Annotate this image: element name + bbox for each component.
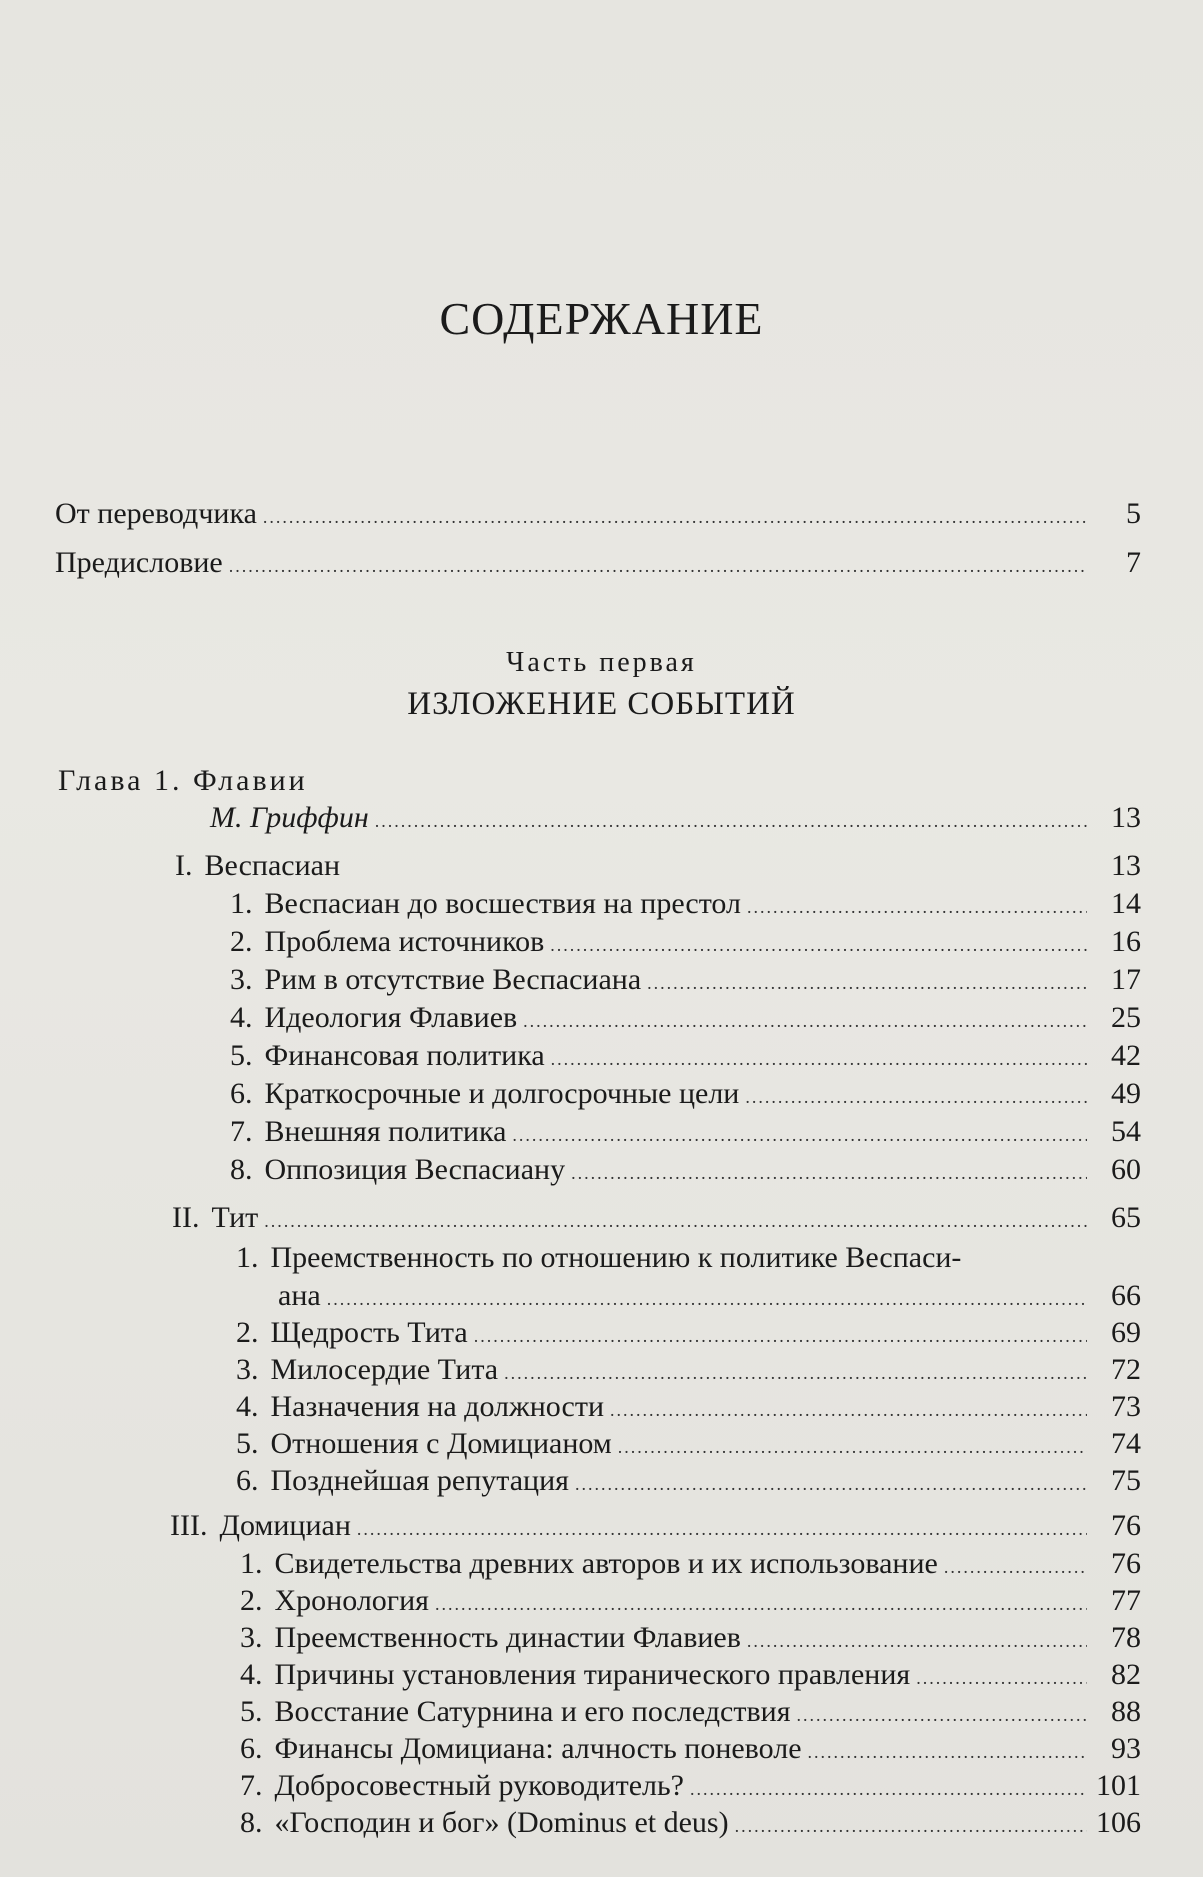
toc-entry-translator[interactable] <box>55 496 1141 535</box>
leader-dots <box>474 1318 1087 1354</box>
leader-dots <box>647 965 1087 1001</box>
item-label: Идеология Флавиев <box>264 1001 518 1034</box>
item-number: 4. <box>230 1001 253 1034</box>
leader-dots <box>523 1003 1087 1039</box>
item-label: Преемственность династии Флавиев <box>274 1621 741 1654</box>
item-number: 2. <box>240 1584 263 1617</box>
item-label-continued: ана <box>278 1279 321 1312</box>
toc-page-number: 13 <box>1111 801 1141 834</box>
toc-page-number: 65 <box>1111 1201 1141 1234</box>
item-label: Краткосрочные и долгосрочные цели <box>264 1077 740 1110</box>
toc-section-titus[interactable] <box>172 1200 1141 1239</box>
toc-entry-label: Предисловие <box>55 546 223 579</box>
item-label: Внешняя политика <box>264 1115 507 1148</box>
toc-item[interactable] <box>236 1315 1141 1354</box>
toc-item[interactable] <box>236 1389 1141 1428</box>
toc-page-number: 74 <box>1111 1427 1141 1460</box>
item-label: Восстание Сатурнина и его последствия <box>274 1695 791 1728</box>
toc-item[interactable] <box>230 1000 1141 1039</box>
item-label: Проблема источников <box>264 925 545 958</box>
part-title: ИЗЛОЖЕНИЕ СОБЫТИЙ <box>407 686 796 722</box>
item-label: Назначения на должности <box>270 1390 605 1423</box>
item-label: Рим в отсутствие Веспасиана <box>264 963 642 996</box>
toc-page-number: 5 <box>1126 497 1141 530</box>
toc-item[interactable] <box>278 1278 1141 1317</box>
leader-dots <box>808 1734 1087 1770</box>
item-number: 5. <box>230 1039 253 1072</box>
toc-item[interactable] <box>230 1152 1141 1191</box>
toc-entry-preface[interactable] <box>55 545 1141 584</box>
toc-page-number: 66 <box>1111 1279 1141 1312</box>
toc-item[interactable] <box>236 1426 1141 1465</box>
toc-entry-chapter-author[interactable] <box>210 800 1141 839</box>
toc-page-number: 88 <box>1111 1695 1141 1728</box>
item-number: 7. <box>240 1769 263 1802</box>
item-number: 2. <box>236 1316 259 1349</box>
toc-item-multiline-first <box>236 1240 961 1276</box>
item-label: Финансы Домициана: алчность поневоле <box>274 1732 802 1765</box>
item-number: 4. <box>236 1390 259 1423</box>
item-label: «Господин и бог» (Dominus et deus) <box>274 1806 729 1839</box>
toc-page-number: 101 <box>1096 1769 1141 1802</box>
leader-dots <box>375 803 1087 839</box>
toc-page-number: 13 <box>1111 849 1141 882</box>
toc-page-number: 7 <box>1126 546 1141 579</box>
toc-page-number: 69 <box>1111 1316 1141 1349</box>
item-number: 3. <box>236 1353 259 1386</box>
toc-item[interactable] <box>230 1114 1141 1153</box>
toc-item[interactable] <box>230 1076 1141 1115</box>
section-label: Домициан <box>219 1509 351 1542</box>
item-label: Щедрость Тита <box>270 1316 468 1349</box>
toc-item[interactable] <box>240 1768 1141 1807</box>
toc-page-number: 25 <box>1111 1001 1141 1034</box>
item-label: Свидетельства древних авторов и их использование <box>274 1547 938 1580</box>
item-label: Веспасиан до восшествия на престол <box>264 887 741 920</box>
leader-dots <box>550 927 1087 963</box>
section-number: I. <box>175 849 193 882</box>
leader-dots <box>745 1079 1087 1115</box>
toc-page-number: 106 <box>1096 1806 1141 1839</box>
item-number: 6. <box>230 1077 253 1110</box>
toc-item[interactable] <box>240 1805 1141 1844</box>
item-label: Преемственность по отношению к политике Веспаси- <box>270 1241 962 1274</box>
item-number: 5. <box>240 1695 263 1728</box>
item-number: 3. <box>230 963 253 996</box>
item-label: Позднейшая репутация <box>270 1464 569 1497</box>
toc-item[interactable] <box>230 924 1141 963</box>
toc-page-number: 14 <box>1111 887 1141 920</box>
item-number: 2. <box>230 925 253 958</box>
item-number: 8. <box>230 1153 253 1186</box>
toc-page-number: 49 <box>1111 1077 1141 1110</box>
toc-item[interactable] <box>240 1620 1141 1659</box>
item-label: Добросовестный руководитель? <box>274 1769 684 1802</box>
leader-dots <box>571 1155 1087 1191</box>
toc-page-number: 82 <box>1111 1658 1141 1691</box>
leader-dots <box>504 1355 1087 1391</box>
toc-item[interactable] <box>240 1583 1141 1622</box>
toc-item[interactable] <box>240 1546 1141 1585</box>
toc-page-number: 60 <box>1111 1153 1141 1186</box>
item-number: 5. <box>236 1427 259 1460</box>
toc-item[interactable] <box>230 962 1141 1001</box>
item-number: 1. <box>230 887 253 920</box>
toc-page-number: 78 <box>1111 1621 1141 1654</box>
part-label: Часть первая <box>506 647 697 678</box>
toc-item[interactable] <box>230 1038 1141 1077</box>
item-number: 7. <box>230 1115 253 1148</box>
chapter-author: М. Гриффин <box>210 801 369 834</box>
item-label: Милосердие Тита <box>270 1353 499 1386</box>
leader-dots <box>618 1429 1087 1465</box>
leader-dots <box>575 1466 1087 1502</box>
toc-page-number: 54 <box>1111 1115 1141 1148</box>
item-label: Причины установления тиранического правления <box>274 1658 911 1691</box>
toc-item[interactable] <box>236 1352 1141 1391</box>
leader-dots <box>435 1586 1087 1622</box>
toc-entry-label: От переводчика <box>55 497 257 530</box>
toc-item[interactable] <box>236 1463 1141 1502</box>
item-label: Отношения с Домицианом <box>270 1427 612 1460</box>
leader-dots <box>747 1623 1087 1659</box>
toc-item[interactable] <box>240 1694 1141 1733</box>
toc-page-number: 76 <box>1111 1547 1141 1580</box>
leader-dots <box>610 1392 1087 1428</box>
section-number: III. <box>170 1509 208 1542</box>
leader-dots <box>551 1041 1087 1077</box>
toc-page-number: 72 <box>1111 1353 1141 1386</box>
leader-dots <box>264 1203 1087 1239</box>
item-label: Финансовая политика <box>264 1039 545 1072</box>
page-title: СОДЕРЖАНИЕ <box>439 293 764 344</box>
toc-section-vespasian[interactable] <box>175 848 1141 887</box>
item-label: Оппозиция Веспасиану <box>264 1153 566 1186</box>
leader-dots <box>916 1660 1087 1696</box>
item-number: 3. <box>240 1621 263 1654</box>
toc-page-number: 76 <box>1111 1509 1141 1542</box>
toc-page-number: 93 <box>1111 1732 1141 1765</box>
toc-section-domitian[interactable] <box>170 1508 1141 1547</box>
leader-dots <box>357 1511 1087 1547</box>
toc-item[interactable] <box>240 1657 1141 1696</box>
item-number: 6. <box>236 1464 259 1497</box>
toc-page-number: 42 <box>1111 1039 1141 1072</box>
leader-dots <box>512 1117 1087 1153</box>
item-number: 6. <box>240 1732 263 1765</box>
toc-page-number: 17 <box>1111 963 1141 996</box>
toc-page-number: 75 <box>1111 1464 1141 1497</box>
leader-dots <box>797 1697 1088 1733</box>
toc-page-number: 77 <box>1111 1584 1141 1617</box>
toc-item[interactable] <box>240 1731 1141 1770</box>
item-label: Хронология <box>274 1584 429 1617</box>
section-label: Тит <box>211 1201 259 1234</box>
toc-item[interactable] <box>230 886 1141 925</box>
toc-page-number: 16 <box>1111 925 1141 958</box>
leader-dots <box>327 1281 1087 1317</box>
leader-dots <box>735 1808 1087 1844</box>
section-number: II. <box>172 1201 200 1234</box>
chapter-heading: Глава 1. Флавии <box>58 764 308 797</box>
toc-page-number: 73 <box>1111 1390 1141 1423</box>
item-number: 8. <box>240 1806 263 1839</box>
leader-dots <box>747 889 1087 925</box>
leader-dots <box>229 548 1087 584</box>
section-label: Веспасиан <box>204 849 340 882</box>
item-number: 4. <box>240 1658 263 1691</box>
item-number: 1. <box>240 1547 263 1580</box>
leader-dots <box>944 1549 1087 1585</box>
leader-dots <box>263 499 1087 535</box>
item-number: 1. <box>236 1241 259 1274</box>
leader-dots <box>690 1771 1087 1807</box>
